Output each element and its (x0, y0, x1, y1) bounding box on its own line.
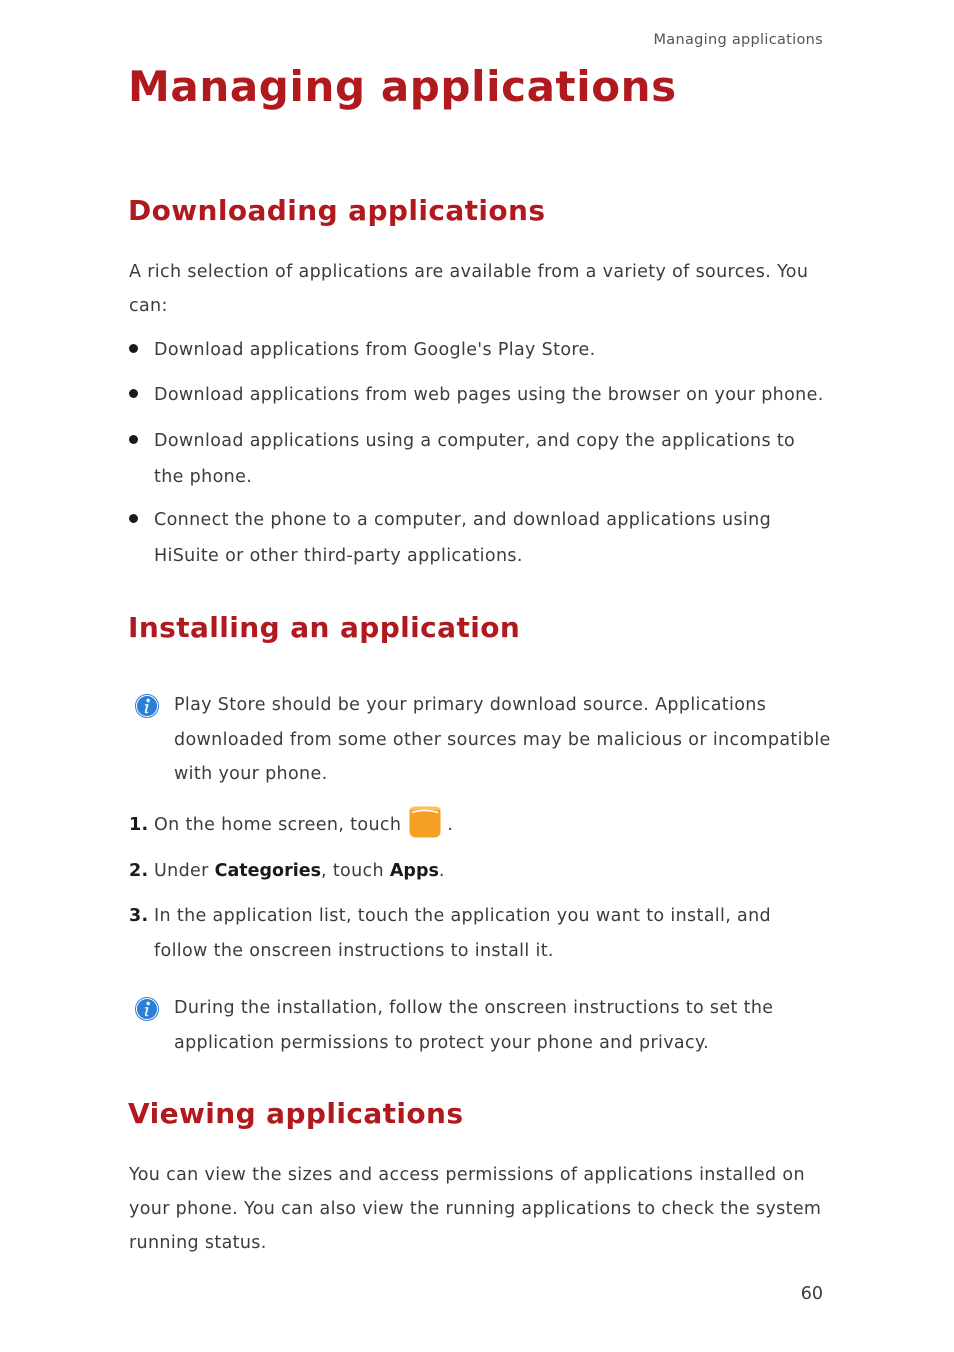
note-text: During the installation, follow the onscreen instructions to set the application permissions to protect your phone and privacy. (174, 998, 774, 1053)
bullet-icon (129, 344, 138, 353)
viewing-body: You can view the sizes and access permissions of applications installed on your phone. You can also view the running applications to check the system running status. (129, 1165, 822, 1253)
section-heading-downloading: Downloading applications (128, 194, 546, 227)
step-text: In the application list, touch the application you want to install, and follow the onscreen instructions to install it. (154, 906, 772, 961)
info-icon (134, 693, 160, 719)
note-text: Play Store should be your primary download source. Applications downloaded from some other sources may be malicious or incompatible with your phone. (174, 695, 831, 784)
step-3 (129, 899, 829, 969)
bullet-icon (129, 514, 138, 523)
app-store-icon[interactable] (409, 806, 441, 838)
list-item (129, 377, 829, 413)
bullet-text: Download applications using a computer, and copy the applications to the phone. (154, 431, 796, 487)
bullet-icon (129, 389, 138, 398)
step-text-before: On the home screen, touch (154, 815, 402, 835)
step-number: 1. (129, 815, 149, 835)
step-1 (129, 808, 829, 843)
step-text-part1: Under (154, 861, 215, 881)
note-block (134, 991, 834, 1060)
page-title: Managing applications (128, 62, 677, 111)
running-header: Managing applications (653, 32, 823, 48)
bullet-icon (129, 435, 138, 444)
note-block (134, 688, 834, 792)
apps-label: Apps (389, 861, 439, 881)
list-item (129, 502, 829, 574)
list-item (129, 332, 829, 368)
step-2 (129, 854, 829, 889)
section-heading-installing: Installing an application (128, 611, 521, 644)
step-text-after: . (447, 815, 454, 835)
bullet-text: Download applications from web pages using the browser on your phone. (154, 385, 824, 405)
step-number: 3. (129, 906, 149, 926)
section-heading-viewing: Viewing applications (128, 1097, 464, 1130)
categories-label: Categories (214, 861, 321, 881)
step-text (129, 854, 829, 889)
bullet-text: Connect the phone to a computer, and download applications using HiSuite or other third-party applications. (154, 510, 772, 566)
step-text-part2: , touch (321, 861, 390, 881)
step-text (129, 808, 829, 843)
page-number: 60 (800, 1284, 823, 1304)
step-text-part3: . (438, 861, 445, 881)
bullet-text: Download applications from Google's Play Store. (154, 340, 596, 360)
list-item (129, 423, 829, 495)
downloading-intro: A rich selection of applications are available from a variety of sources. You can: (129, 262, 809, 316)
step-number: 2. (129, 861, 149, 881)
info-icon (134, 996, 160, 1022)
